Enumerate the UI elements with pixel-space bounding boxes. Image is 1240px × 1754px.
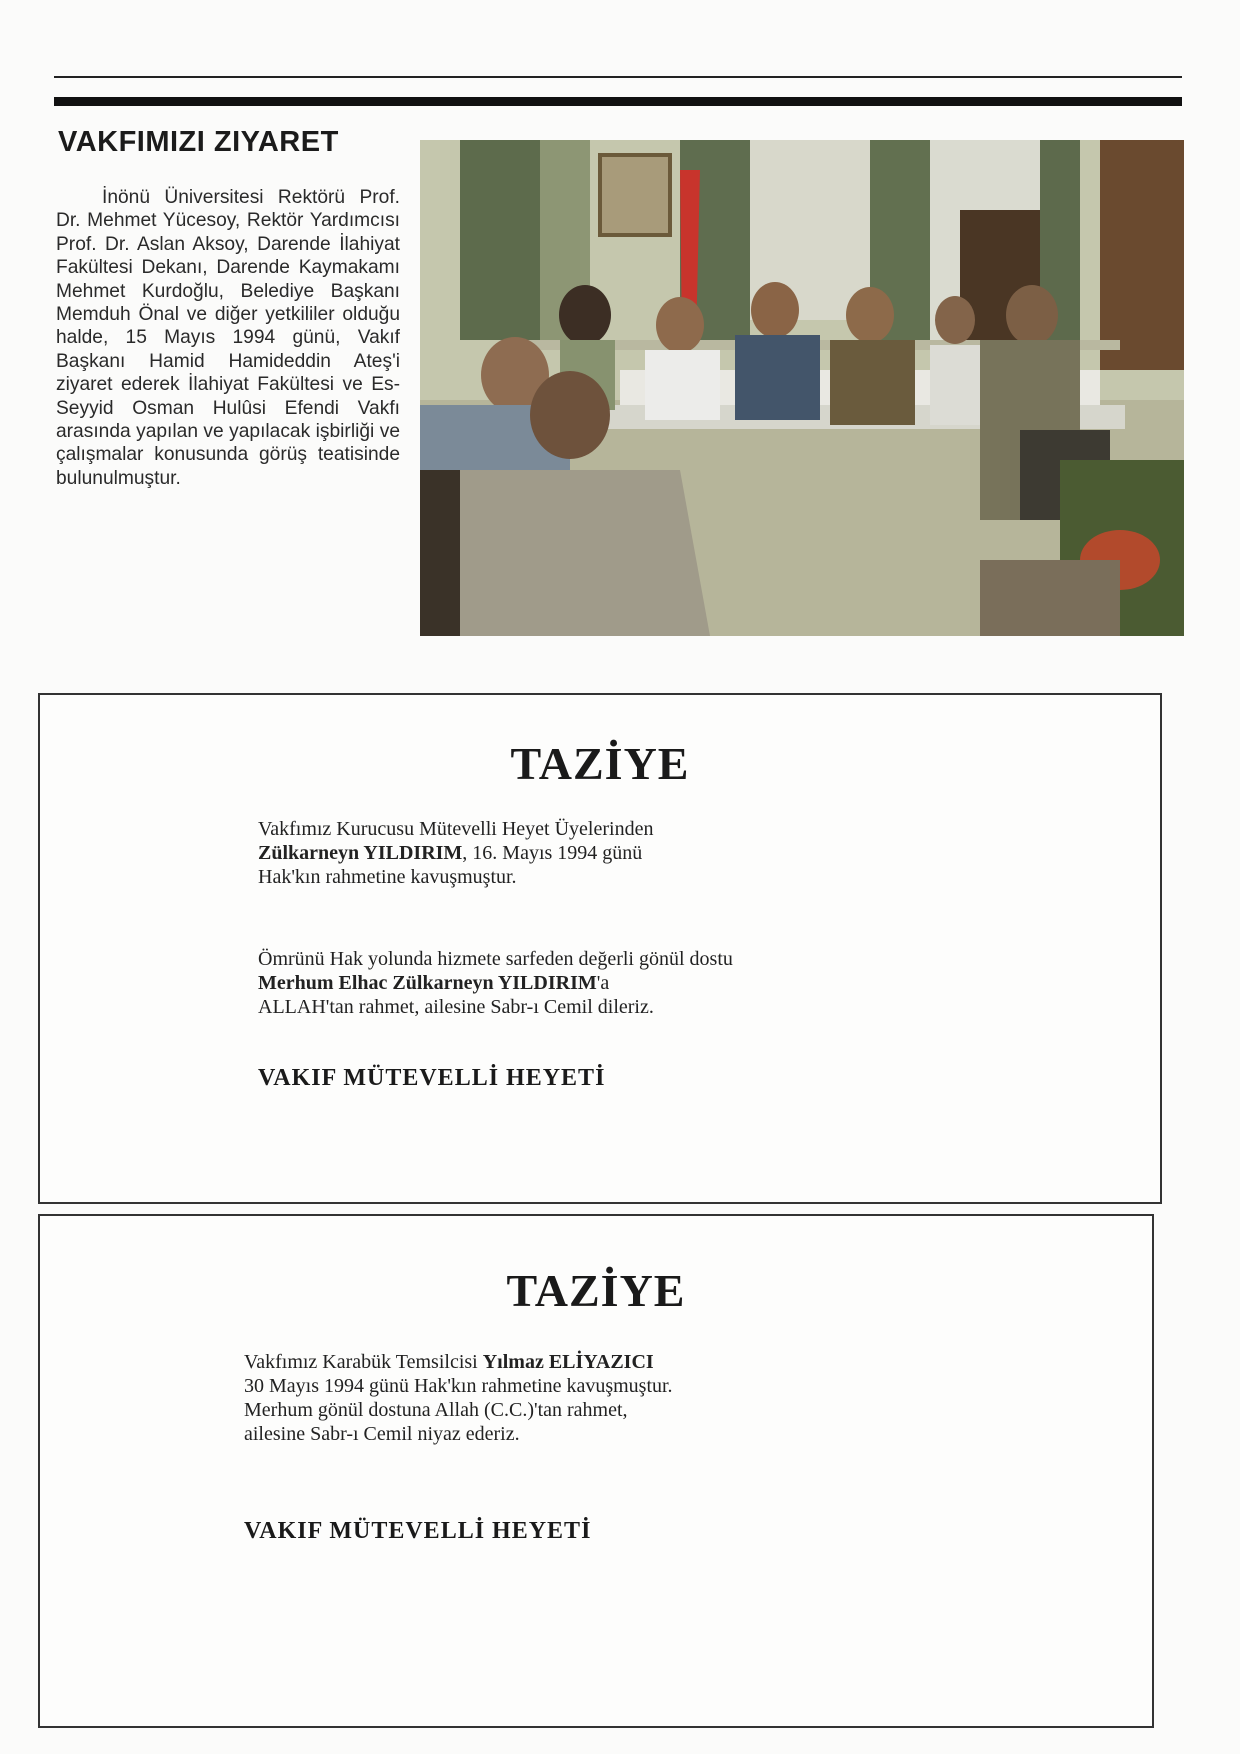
condolence-line-rest: , 16. Mayıs 1994 günü — [462, 842, 643, 864]
condolence-paragraph-2 — [258, 947, 733, 1019]
condolence-paragraph-1 — [258, 817, 653, 889]
visit-article-text: İnönü Üniversitesi Rektörü Prof. Dr. Mehmet Yücesoy, Rektör Yardımcısı Prof. Dr. Aslan Aksoy, Darende İlahiyat Fakültesi Dekanı, Darende Kaymakamı Mehmet Kurdoğlu, Belediye Başkanı Memduh Önal ve diğer yetkililer olduğu halde, 15 Mayıs 1994 günü, Vakıf Başkanı Hamid Hamideddin Ateş'i ziyaret ederek İlahiyat Fakültesi ve Es-Seyyid Osman Hulûsi Efendi Vakfı arasında yapılan ve yapılacak işbirliği ve çalışmalar konusunda görüş teatisinde bulunulmuştur. — [56, 187, 400, 489]
signature: VAKIF MÜTEVELLİ HEYETİ — [244, 1518, 592, 1544]
condolence-line: Merhum gönül dostuna Allah (C.C.)'tan rahmet, — [244, 1399, 628, 1421]
condolence-line — [258, 841, 653, 865]
condolence-notice-2 — [38, 1214, 1154, 1728]
visit-heading: VAKFIMIZI ZIYARET — [58, 126, 339, 158]
condolence-line: Hak'kın rahmetine kavuşmuştur. — [258, 866, 517, 888]
condolence-line: ALLAH'tan rahmet, ailesine Sabr-ı Cemil dileriz. — [258, 996, 654, 1018]
deceased-name: Merhum Elhac Zülkarneyn YILDIRIM — [258, 972, 597, 994]
signature: VAKIF MÜTEVELLİ HEYETİ — [258, 1065, 606, 1091]
condolence-title: TAZİYE — [510, 738, 690, 789]
condolence-notice-1 — [38, 693, 1162, 1204]
condolence-suffix: 'a — [596, 972, 610, 994]
condolence-line: Ömrünü Hak yolunda hizmete sarfeden değerli gönül dostu — [258, 948, 733, 970]
meeting-photo — [420, 140, 1184, 636]
condolence-title: TAZİYE — [506, 1265, 686, 1316]
condolence-line — [258, 971, 733, 995]
top-rule-thick — [54, 97, 1182, 106]
condolence-line: 30 Mayıs 1994 günü Hak'kın rahmetine kavuşmuştur. — [244, 1375, 673, 1397]
condolence-line: Vakfımız Kurucusu Mütevelli Heyet Üyelerinden — [258, 818, 654, 840]
top-rule-thin — [54, 76, 1182, 78]
condolence-line: ailesine Sabr-ı Cemil niyaz ederiz. — [244, 1423, 520, 1445]
condolence-line — [244, 1350, 673, 1374]
condolence-paragraph — [244, 1350, 673, 1446]
deceased-name: Yılmaz ELİYAZICI — [482, 1351, 654, 1373]
meeting-room-photo — [420, 140, 1184, 636]
condolence-line-prefix: Vakfımız Karabük Temsilcisi — [244, 1351, 483, 1373]
deceased-name: Zülkarneyn YILDIRIM — [258, 842, 463, 864]
